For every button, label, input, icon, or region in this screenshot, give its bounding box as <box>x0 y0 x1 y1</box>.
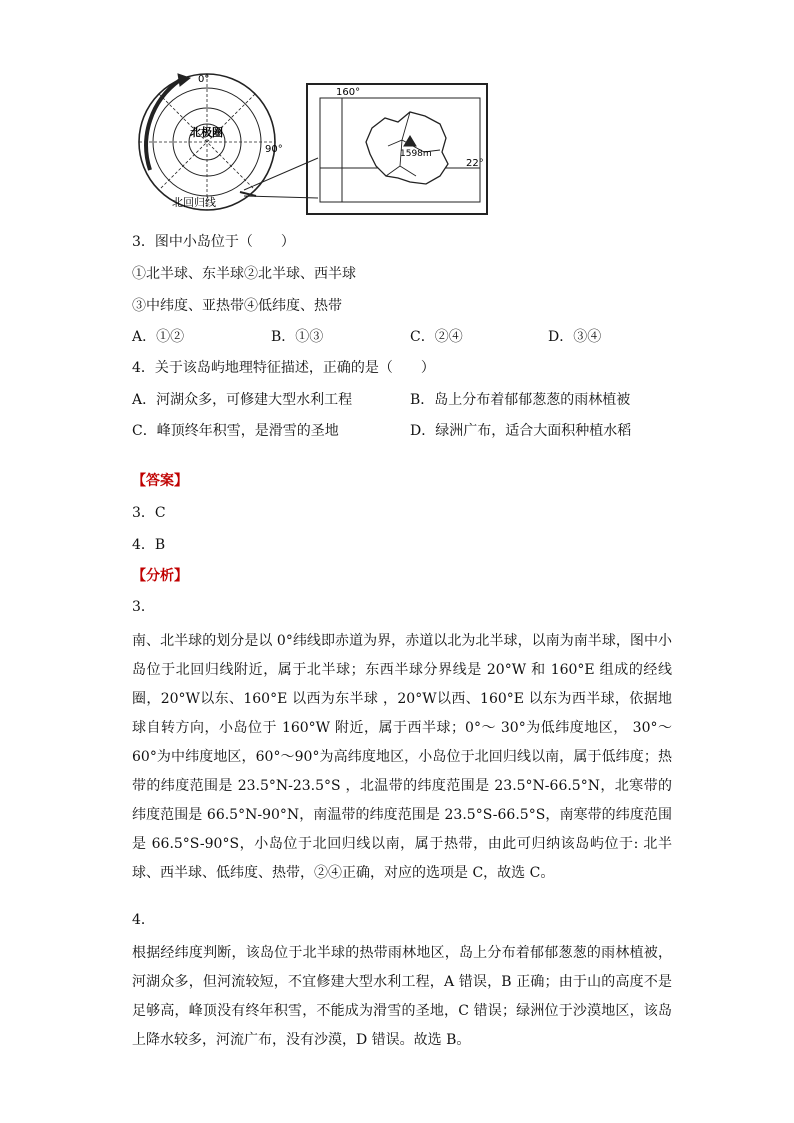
q3-option-b: B．①③ <box>271 329 324 345</box>
q3-statement-2: ③中纬度、亚热带④低纬度、热带 <box>132 298 342 314</box>
analysis-4-number: 4． <box>132 912 155 928</box>
label-tropic-of-cancer: 北回归线 <box>172 196 216 209</box>
answer-4: 4．B <box>132 537 166 553</box>
q4-option-b: B．岛上分布着郁郁葱葱的雨林植被 <box>410 392 631 408</box>
label-0deg: 0° <box>198 74 210 85</box>
answer-heading: 【答案】 <box>132 473 188 489</box>
label-90deg: 90° <box>265 144 283 155</box>
analysis-3-text: 南、北半球的划分是以 0°纬线即赤道为界，赤道以北为北半球，以南为南半球，图中小岛位于北回归线附近，属于北半球；东西半球分界线是 20°W 和 160°E 组成的经线圈，20°W以东、160°E 以西为东半球 ，20°W以西、160°E 以东为西半球，依据地球自转方向，小岛位于 160°W 附近，属于西半球；0°～ 30°为低纬度地区， 30°～ 60°为中纬度地区，60°～90°为高纬度地区，小岛位于北回归线以南，属于低纬度；热带的纬度范围是 23.5°N-23.5°S ，北温带的纬度范围是 23.5°N-66.5°N，北寒带的纬度范围是 66.5°N-90°N，南温带的纬度范围是 23.5°S-66.5°S，南寒带的纬度范围是 66.5°S-90°S，小岛位于北回归线以南，属于热带，由此可归纳该岛屿位于: 北半球、西半球、低纬度、热带，②④正确，对应的选项是 C，故选 C。 <box>132 633 672 881</box>
q4-option-d: D．绿洲广布，适合大面积种植水稻 <box>410 423 632 439</box>
polar-projection-diagram <box>139 74 318 210</box>
map-figure <box>0 0 794 225</box>
analysis-4-text: 根据经纬度判断，该岛位于北半球的热带雨林地区，岛上分布着郁郁葱葱的雨林植被，河湖众多，但河流较短，不宜修建大型水利工程，A 错误，B 正确；由于山的高度不是足够高，峰顶没有终年积雪，不能成为滑雪的圣地，C 错误；绿洲位于沙漠地区，该岛上降水较多，河流广布，没有沙漠，D 错误。故选 B。 <box>132 945 672 1048</box>
island-inset-map <box>307 84 487 214</box>
analysis-3-number: 3． <box>132 599 155 615</box>
label-22deg: 22° <box>466 158 484 169</box>
label-peak-elevation: 1598m <box>400 149 432 159</box>
q3-option-d: D．③④ <box>548 329 602 345</box>
q3-option-c: C．②④ <box>410 329 463 345</box>
q4-option-a: A．河湖众多，可修建大型水利工程 <box>132 392 353 408</box>
analysis-heading: 【分析】 <box>132 568 188 584</box>
q3-stem: 3．图中小岛位于（ ） <box>132 234 295 250</box>
q4-stem: 4．关于该岛屿地理特征描述，正确的是（ ） <box>132 360 435 376</box>
q4-option-c: C．峰顶终年积雪，是滑雪的圣地 <box>132 423 339 439</box>
q3-statement-1: ①北半球、东半球②北半球、西半球 <box>132 266 356 282</box>
label-north-pole-circle: 北极圈 <box>190 126 223 139</box>
answer-3: 3．C <box>132 505 166 521</box>
label-160deg: 160° <box>336 87 361 98</box>
q3-option-a: A．①② <box>132 329 185 345</box>
